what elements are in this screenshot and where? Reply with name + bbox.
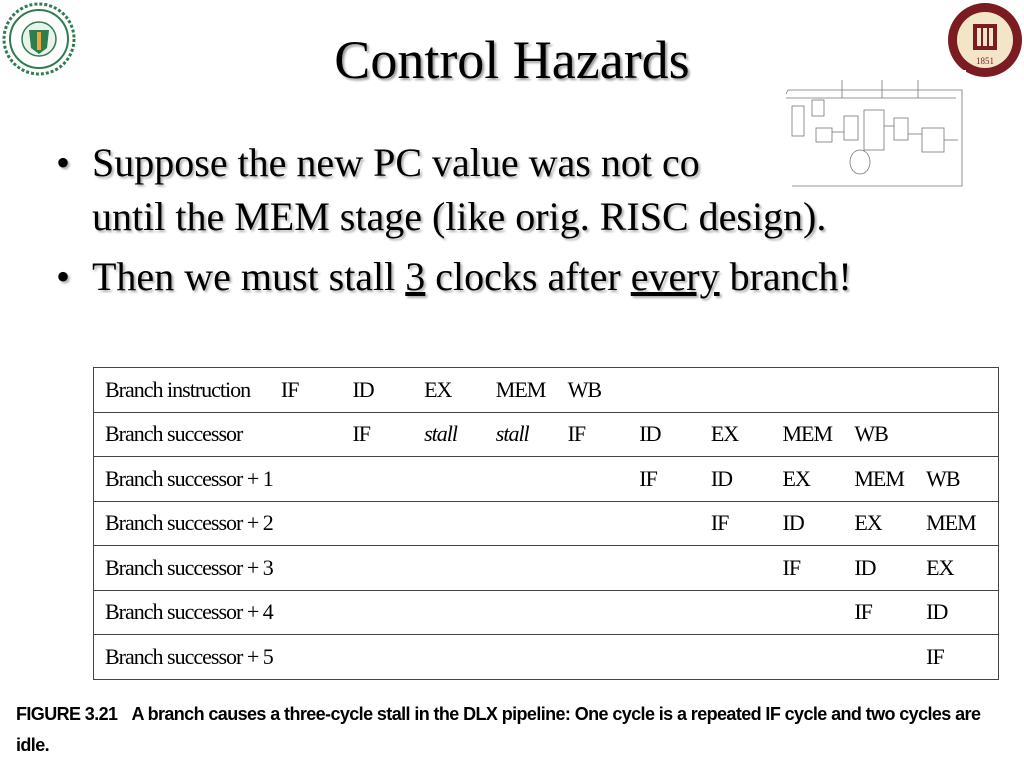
row-label: Branch instruction [94,368,281,413]
stage-cell [568,590,640,635]
table-row [94,546,999,591]
stage-cell [352,590,424,635]
stage-cell [352,501,424,546]
stage-cell: MEM [926,501,998,546]
bullet-item [56,136,976,244]
stage-cell: WB [854,412,926,457]
stage-cell: IF [568,412,640,457]
underlined-word: every [630,254,720,299]
stage-cell: IF [711,501,783,546]
table-row [94,412,999,457]
stage-cell: EX [926,546,998,591]
stage-cell: IF [281,368,353,413]
seal-year: 1851 [976,56,994,66]
stage-cell [496,546,568,591]
bullet-list [56,136,976,310]
stage-cell: EX [424,368,496,413]
stage-cell [281,635,353,680]
stage-cell [926,412,998,457]
pipeline-stall-table [93,367,999,680]
stage-cell: IF [926,635,998,680]
stage-cell [711,635,783,680]
stage-cell [639,546,711,591]
figure-caption [16,699,1006,761]
stage-cell [352,457,424,502]
stage-cell [926,368,998,413]
stage-cell [424,501,496,546]
stage-cell [496,635,568,680]
stage-cell: stall [424,412,496,457]
stage-cell: EX [854,501,926,546]
stage-cell [424,457,496,502]
stage-cell: WB [568,368,640,413]
stage-cell: stall [496,412,568,457]
stage-cell [639,635,711,680]
bullet-text: branch! [719,254,852,299]
stage-cell: MEM [854,457,926,502]
stage-cell: EX [783,457,855,502]
underlined-number: 3 [405,254,426,299]
stage-cell [568,546,640,591]
stage-cell: ID [854,546,926,591]
stage-cell: MEM [496,368,568,413]
stage-cell [568,635,640,680]
stage-cell [639,590,711,635]
stage-cell: IF [854,590,926,635]
bullet-text: Suppose the new PC value was not co [92,140,700,185]
stage-cell: ID [783,501,855,546]
stage-cell [568,457,640,502]
table-row [94,635,999,680]
bullet-item [56,250,976,304]
stage-cell [281,457,353,502]
row-label: Branch successor + 2 [94,501,281,546]
stage-cell: IF [639,457,711,502]
table-row [94,368,999,413]
row-label: Branch successor + 1 [94,457,281,502]
stage-cell [783,635,855,680]
table-row [94,501,999,546]
table-row [94,457,999,502]
stage-cell [496,501,568,546]
stage-cell: MEM [783,412,855,457]
stage-cell [281,501,353,546]
stage-cell [281,590,353,635]
stage-cell: ID [711,457,783,502]
stage-cell [639,368,711,413]
bullet-text: Then we must stall [92,254,406,299]
stage-cell [783,590,855,635]
figure-number: FIGURE 3.21 [16,704,118,724]
stage-cell [639,501,711,546]
stage-cell [854,635,926,680]
stage-cell: ID [926,590,998,635]
stage-cell: WB [926,457,998,502]
slide-title: Control Hazards [334,30,690,90]
stage-cell [496,457,568,502]
stage-cell: IF [783,546,855,591]
row-label: Branch successor [94,412,281,457]
stage-cell [568,501,640,546]
stage-cell [783,368,855,413]
stage-cell [352,635,424,680]
stage-cell [424,590,496,635]
bullet-text-line2: until the MEM stage (like orig. RISC design). [92,194,827,239]
stage-cell: ID [639,412,711,457]
row-label: Branch successor + 5 [94,635,281,680]
stage-cell: EX [711,412,783,457]
stage-cell [854,368,926,413]
stage-cell [352,546,424,591]
stage-cell [424,635,496,680]
stage-cell: IF [352,412,424,457]
stage-cell [281,546,353,591]
stage-cell [711,546,783,591]
row-label: Branch successor + 3 [94,546,281,591]
caption-text: A branch causes a three-cycle stall in the DLX pipeline: One cycle is a repeated IF cycle and two cycles are idle. [16,704,981,755]
bullet-text: clocks after [425,254,631,299]
stage-cell [281,412,353,457]
bullet-marker: • [56,254,71,299]
stage-cell [711,368,783,413]
stage-cell [711,590,783,635]
stage-cell [424,546,496,591]
stage-cell [496,590,568,635]
row-label: Branch successor + 4 [94,590,281,635]
stage-cell: ID [352,368,424,413]
bullet-marker: • [56,140,71,185]
table-row [94,590,999,635]
